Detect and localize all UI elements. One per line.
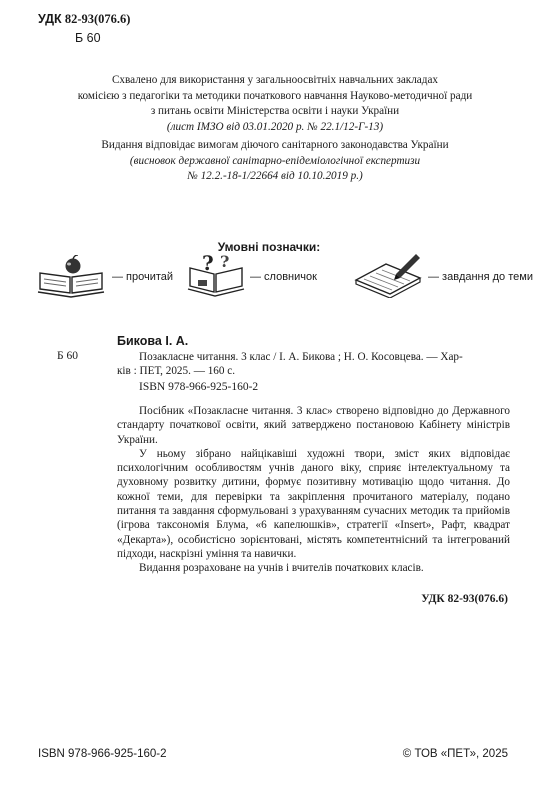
udk-footer: УДК 82-93(076.6) xyxy=(421,593,508,605)
udk-header xyxy=(38,12,130,27)
annotation-paragraph: У ньому зібрано найцікавіші художні твори, зміст яких відповідає психологічним особливостям учнів даного віку, сприяє інтелектуальному та духовному розвитку дитини, формує позитивну мотивацію щодо читання. До кожної теми, для перевірки та закріплення прочитаного матеріалу, подано питання та завдання сформульовані з урахуванням сучасних методик та прийомів (ігрова таксономія Блума, «6 капелюшків», стратегії «Insert», Рафт, квадрат «Декарта»), особистісно зорієнтовані, містять компетентнісний та інтегрований підходи, наскрізні уміння та навички. xyxy=(117,447,510,560)
sanitary-line: № 12.2.-18-1/22664 від 10.10.2019 р.) xyxy=(187,170,363,182)
approval-letter: (лист ІМЗО від 03.01.2020 р. № 22.1/12-Г-13) xyxy=(166,120,384,133)
copyright: © ТОВ «ПЕТ», 2025 xyxy=(402,748,508,760)
approval-line: Схвалено для використання у загальноосвітніх навчальних закладах xyxy=(111,74,439,86)
approval-line: комісією з педагогіки та методики початкового навчання Науково-методичної ради xyxy=(77,89,473,102)
catalog-isbn: ISBN 978-966-925-160-2 xyxy=(139,381,259,393)
dictionary-icon xyxy=(186,250,248,300)
footer-isbn: ISBN 978-966-925-160-2 xyxy=(38,748,167,760)
biblio-line: ків : ПЕТ, 2025. — 160 с. xyxy=(117,365,236,378)
legend-title: Умовні позначки: xyxy=(217,240,321,254)
sanitary-line: (висновок державної санітарно-епідеміологічної експертизи xyxy=(129,154,421,167)
b-code-header: Б 60 xyxy=(75,31,101,45)
bibliographic-description xyxy=(117,350,510,379)
open-book-apple-icon xyxy=(36,255,108,303)
approval-block xyxy=(40,73,510,135)
annotation-paragraph: Видання розраховане на учнів і вчителів початкових класів. xyxy=(139,562,424,575)
biblio-line: Позакласне читання. 3 клас / І. А. Бикова ; Н. О. Косовцева. — Хар- xyxy=(139,351,463,363)
approval-line: з питань освіти Міністерства освіти і науки України xyxy=(150,105,400,117)
legend-task: — завдання до теми xyxy=(428,271,533,283)
annotation xyxy=(117,404,510,576)
svg-text:?: ? xyxy=(202,251,214,275)
legend-dictionary: — словничок xyxy=(250,271,317,283)
udk-label: УДК xyxy=(38,12,62,26)
catalog-b-code: Б 60 xyxy=(57,350,78,362)
annotation-paragraph: Посібник «Позакласне читання. 3 клас» створено відповідно до Державного стандарту початкової освіти, який затверджено постановою Кабінету міністрів України. xyxy=(117,405,510,446)
sanitary-line: Видання відповідає вимогам діючого санітарного законодавства України xyxy=(101,139,449,151)
sanitary-block xyxy=(40,138,510,185)
author-name: Бикова І. А. xyxy=(117,334,189,348)
legend-read: — прочитай xyxy=(112,271,174,283)
udk-code: 82-93(076.6) xyxy=(64,12,131,26)
pen-notebook-icon xyxy=(350,250,426,298)
svg-text:?: ? xyxy=(220,252,230,271)
